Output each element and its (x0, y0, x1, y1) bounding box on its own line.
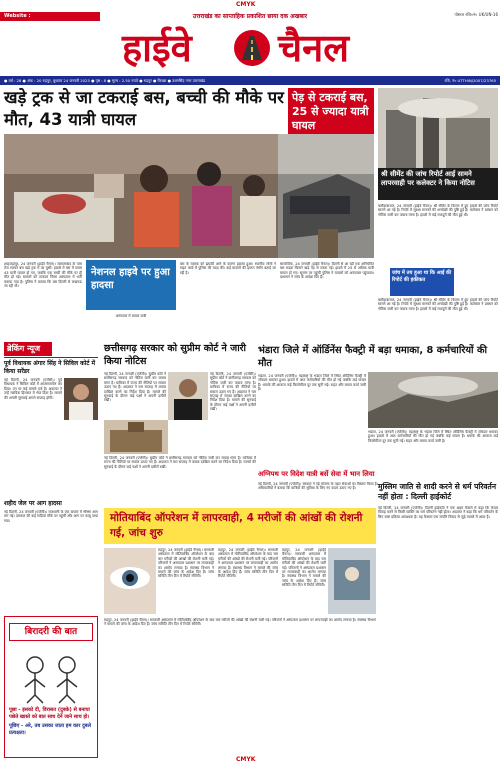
biradari-question: पूछा - इसको दी, विरासत (दुबके) से बनाया पछेते खास्ते को बात साथ देर्ने जाने साथ हो। (9, 707, 90, 720)
breaking-photo (64, 378, 98, 420)
lead-body-1: शाहजहांपुर, 24 जनवरी (हाईवे चैनल)। जलालाबाद के पास तेज रफ्तार बस खड़े ट्रक में जा घुसी। हादसे में बस में सवार 43 यात्री घायल हो गए, जबकि एक बच्ची की मौके पर ही मौत हो गई। घायलों को तत्काल जिला अस्पताल में भर्ती कराया गया है। पुलिस ने बताया कि बस दिल्ली से लखनऊ जा रही थी। (4, 262, 82, 289)
eye-photo (104, 548, 156, 614)
lead-body-2: बस के चालक को झपकी आने के कारण हादसा हुआ। स्थानीय लोगों ने राहत कार्य में पुलिस की मदद की। कई घायलों की हालत गंभीर बताई जा रही है। (180, 262, 276, 275)
right-top-body: बलौदाबाजार, 24 जनवरी (हाईवे चैनल)। श्री सीमेंट के किलन में हुए हादसे की जांच रिपोर्ट सामने आ गई है। रिपोर्ट में सुरक्षा मानकों की अनदेखी की पुष्टि हुई है। कलेक्टर ने प्रबंधन को नोटिस जारी कर जवाब मांगा है। हादसे में कई मजदूरों की मौत हुई थी। (378, 204, 498, 217)
masthead-info-bar (0, 76, 500, 85)
breaking-news-label (4, 342, 52, 356)
cataract-body-4: रुद्रपुर, 24 जनवरी (हाईवे चैनल)। सरकारी अस्पताल में मोतियाबिंद ऑपरेशन के बाद चार मरीजों की आंखों की रोशनी चली गई। परिजनों ने अस्पताल प्रशासन पर लापरवाही का आरोप लगाया है। स्वास्थ्य विभाग ने मामले की जांच के आदेश दिए हैं। जांच समिति तीन दिन में रिपोर्ट सौंपेगी। (104, 618, 376, 627)
right-top-callout: जांच में तय हुआ था कि आई की रिपोर्ट की हकीकत (390, 268, 454, 296)
breaking-body-2: नई दिल्ली, 24 जनवरी (एजेंसी)। राजधानी के एक बाजार में भीषण आग लग गई। दमकल की कई गाड़ियां मौके पर पहुंचीं और आग पर काबू पाया गया। (4, 510, 98, 523)
cataract-photo (328, 548, 376, 614)
agni-headline: अग्निपथ पर विदेश यात्री बसें सेवा में भान लिया (258, 470, 375, 478)
cataract-body-1: रुद्रपुर, 24 जनवरी (हाईवे चैनल)। सरकारी अस्पताल में मोतियाबिंद ऑपरेशन के बाद चार मरीजों की आंखों की रोशनी चली गई। परिजनों ने अस्पताल प्रशासन पर लापरवाही का आरोप लगाया है। स्वास्थ्य विभाग ने मामले की जांच के आदेश दिए हैं। जांच समिति तीन दिन में रिपोर्ट सौंपेगी। (158, 548, 214, 579)
registration: रजि. नं० UTTHIN/2007/23765 (444, 78, 496, 83)
lead-photo (4, 134, 278, 258)
bus-crash-photo (278, 134, 374, 258)
title-right: चैनल (278, 26, 349, 70)
right-top-headline: श्री सीमेंट की जांच रिपोर्ट आई सामने लापरवाही पर कलेक्टर ने किया नोटिस (381, 170, 475, 188)
highway-logo-icon (232, 28, 272, 68)
cartoon-figure-icon (5, 645, 97, 705)
masthead-title (0, 24, 500, 74)
sc-body-1: नई दिल्ली, 24 जनवरी (एजेंसी)। सुप्रीम कोर्ट ने छत्तीसगढ़ सरकार को नोटिस जारी कर जवाब मांगा है। याचिका में राज्य की नीतियों पर सवाल उठाए गए हैं। अदालत ने चार सप्ताह में जवाब दाखिल करने का निर्देश दिया है। मामले की सुनवाई के दौरान कई पक्षों ने अपनी दलीलें रखीं। (104, 372, 166, 403)
lead-inset-caption: अस्पताल में घायल यात्री (115, 314, 147, 318)
lead-inset-headline: नेशनल हाइवे पर हुआ हादसा (91, 267, 170, 291)
masthead-tagline: उत्तराखंड का साप्ताहिक प्रकाशित छाया दक अखबार (192, 13, 308, 20)
bhandara-photo (368, 372, 498, 428)
bhandara-headline: भंडारा जिले में ऑर्डिनेंस फैक्ट्री में बड़ा धमाका, 8 कर्मचारियों की मौत (258, 345, 488, 369)
title-left: हाईवे (122, 26, 192, 70)
cataract-headline: मोतियाबिंद ऑपरेशन में लापरवाही, 4 मरीजों की आंखों की रोशनी गई, जांच शुरु (110, 512, 363, 539)
sc-person-photo (168, 372, 208, 420)
postal-reg: पोस्टल रजि०नं० UK/UN-16 (454, 12, 498, 17)
breaking-headline-2: शहीद जेल पर आग हादसा (4, 500, 62, 507)
lead-sidebar-headline: पेड़ से टकराई बस, 25 से ज्यादा यात्री घायल (292, 91, 369, 132)
biradari-box (4, 616, 98, 758)
bhandara-body-2: भंडारा, 24 जनवरी (एजेंसी)। महाराष्ट्र के भंडारा जिले में स्थित ऑर्डिनेंस फैक्ट्री में जोरदार धमाका हुआ। हादसे में आठ कर्मचारियों की मौत हो गई जबकि कई घायल हैं। धमाके की आवाज कई किलोमीटर दूर तक सुनी गई। राहत और बचाव कार्य जारी है। (368, 430, 498, 443)
cmyk-mark-bottom: CMYK (236, 756, 256, 763)
lead-sidebar-box (288, 88, 374, 134)
cataract-headline-box (104, 508, 376, 544)
sc-building-photo (104, 420, 168, 454)
sc-body-3: नई दिल्ली, 24 जनवरी (एजेंसी)। सुप्रीम कोर्ट ने छत्तीसगढ़ सरकार को नोटिस जारी कर जवाब मांगा है। याचिका में राज्य की नीतियों पर सवाल उठाए गए हैं। अदालत ने चार सप्ताह में जवाब दाखिल करने का निर्देश दिया है। मामले की सुनवाई के दौरान कई पक्षों ने अपनी दलीलें रखीं। (104, 456, 256, 469)
lead-body-3: सामाजिक, 24 जनवरी (हाईवे चैनल)। दिल्ली से आ रही एक अनियंत्रित बस सड़क किनारे खड़े पेड़ से टकरा गई। हादसे में 25 से अधिक यात्री घायल हो गए। सूचना पर पहुंची पुलिस ने घायलों को अस्पताल पहुंचाया। प्रशासन ने जांच के आदेश दिए हैं। (280, 262, 374, 280)
hc-body: नई दिल्ली, 24 जनवरी (एजेंसी)। दिल्ली हाईकोर्ट ने एक अहम फैसले में कहा कि केवल विवाह करने से किसी व्यक्ति का धर्म परिवर्तन नहीं होता। अदालत ने कहा कि धर्म परिवर्तन के लिए स्पष्ट प्रक्रिया आवश्यक है। यह फैसला एक संपत्ति विवाद से जुड़े मामले में आया है। (378, 506, 498, 519)
sc-headline: छत्तीसगढ़ सरकार को सुप्रीम कोर्ट ने जारी किया नोटिस (104, 343, 246, 367)
right-top-headline-bar (378, 168, 498, 200)
right-top-body-cont: बलौदाबाजार, 24 जनवरी (हाईवे चैनल)। श्री सीमेंट के किलन में हुए हादसे की जांच रिपोर्ट सामने आ गई है। रिपोर्ट में सुरक्षा मानकों की अनदेखी की पुष्टि हुई है। कलेक्टर ने प्रबंधन को नोटिस जारी कर जवाब मांगा है। हादसे में कई मजदूरों की मौत हुई थी। (378, 298, 498, 311)
breaking-rule (4, 357, 98, 358)
lead-headline: खड़े ट्रक से जा टकराई बस, बच्ची की मौके पर मौत, 43 यात्री घायल (4, 88, 284, 129)
biradari-answer: पूछिए - अरे, तब उसका जाता हम कार दुबले प्रत्यक्षता। (9, 723, 92, 736)
sc-body-2: नई दिल्ली, 24 जनवरी (एजेंसी)। सुप्रीम कोर्ट ने छत्तीसगढ़ सरकार को नोटिस जारी कर जवाब मांगा है। याचिका में राज्य की नीतियों पर सवाल उठाए गए हैं। अदालत ने चार सप्ताह में जवाब दाखिल करने का निर्देश दिया है। मामले की सुनवाई के दौरान कई पक्षों ने अपनी दलीलें रखीं। (210, 372, 256, 412)
hc-headline: मुस्लिम जाति से शादी करने से धर्म परिवर्तन नहीं होता : दिल्ली हाईकोर्ट (378, 482, 496, 501)
agni-body: नई दिल्ली, 24 जनवरी (एजेंसी)। सरकार ने नई योजना के तहत सेवाओं का विस्तार किया है। अधिकारियों ने बताया कि यात्रियों की सुविधा के लिए नए कदम उठाए गए हैं। (258, 482, 378, 491)
bhandara-body: भंडारा, 24 जनवरी (एजेंसी)। महाराष्ट्र के भंडारा जिले में स्थित ऑर्डिनेंस फैक्ट्री में जोरदार धमाका हुआ। हादसे में आठ कर्मचारियों की मौत हो गई जबकि कई घायल हैं। धमाके की आवाज कई किलोमीटर दूर तक सुनी गई। राहत और बचाव कार्य जारी है। (258, 374, 366, 392)
breaking-news-text: ब्रेकिंग न्यूज (7, 344, 41, 353)
lead-inset-box (86, 260, 176, 310)
cataract-body-3: रुद्रपुर, 24 जनवरी (हाईवे चैनल)। सरकारी अस्पताल में मोतियाबिंद ऑपरेशन के बाद चार मरीजों की आंखों की रोशनी चली गई। परिजनों ने अस्पताल प्रशासन पर लापरवाही का आरोप लगाया है। स्वास्थ्य विभाग ने मामले की जांच के आदेश दिए हैं। जांच समिति तीन दिन में रिपोर्ट सौंपेगी। (282, 548, 326, 588)
issue-info: ● वर्ष : 28 ● अंक : 20 रुद्रपुर, बुधवार 24 जनवरी 2025 ● पृष्ठ : 8 ● मूल्य : 2.50 रुपये ● रुद्रपुर ● किच्छा ● उधमसिंह नगर उत्तराखंड (4, 78, 205, 83)
breaking-body-1: नई दिल्ली, 24 जनवरी (एजेंसी)। पूर्व विधायक ने सिविल कोर्ट में आत्मसमर्पण कर दिया। उन पर कई मामले दर्ज हैं। अदालत ने उन्हें न्यायिक हिरासत में भेज दिया है। मामले की अगली सुनवाई अगले सप्ताह होगी। (4, 378, 62, 400)
website-bar[interactable]: Website : www.highwaychannel.in (0, 12, 100, 21)
cataract-body-2: रुद्रपुर, 24 जनवरी (हाईवे चैनल)। सरकारी अस्पताल में मोतियाबिंद ऑपरेशन के बाद चार मरीजों की आंखों की रोशनी चली गई। परिजनों ने अस्पताल प्रशासन पर लापरवाही का आरोप लगाया है। स्वास्थ्य विभाग ने मामले की जांच के आदेश दिए हैं। जांच समिति तीन दिन में रिपोर्ट सौंपेगी। (218, 548, 278, 579)
biradari-title: बिरादरी की बात (9, 623, 93, 641)
breaking-headline-1: पूर्व विधायक अंगार सिंह ने सिविल कोर्ट में किया सरेंडर (4, 360, 96, 375)
cmyk-mark: CMYK (236, 1, 256, 8)
